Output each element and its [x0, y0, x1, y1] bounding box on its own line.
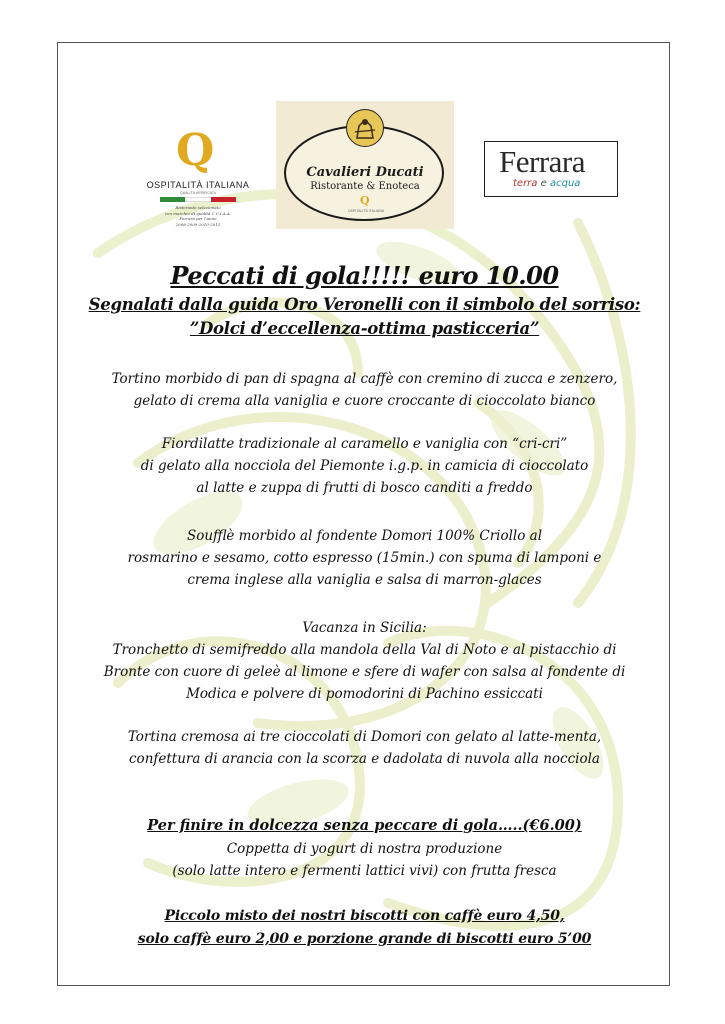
ferrara-tagline: terra e acqua — [513, 178, 581, 189]
dish-item: Tortina cremosa ai tre cioccolati di Domori con gelato al latte-menta, confettura di arancia con la scorza e dadolata di nuvola alla nocciola — [127, 729, 602, 767]
dish-item: Vacanza in Sicilia: Tronchetto di semifreddo alla mandola della Val di Noto e al pistacchio di Bronte con cuore di geleè al limone e sfere di wafer con salsa al fondente di Modica e polvere di pomodorini di Pachino essiccati — [103, 620, 626, 702]
dish-item: Fiordilatte tradizionale al caramello e vaniglia con “cri-cri” di gelato alla nocciola del Piemonte i.g.p. in camicia di cioccolato al latte e zuppa di frutti di bosco canditi a freddo — [140, 436, 589, 496]
ferrara-word: Ferrara — [499, 144, 585, 179]
cavalieri-subtitle: Ristorante & Enoteca — [310, 181, 420, 192]
ferrara-logo — [484, 141, 618, 197]
dish-item: Tortino morbido di pan di spagna al caffè con cremino di zucca e zenzero, gelato di crema alla vaniglia e cuore croccante di cioccolato bianco — [111, 371, 618, 409]
flag-white — [185, 197, 210, 202]
ospitalita-subtitle: QUALITÀ VERIFICATA — [179, 191, 217, 195]
menu-page — [57, 42, 670, 986]
subtitle-guide: Segnalati dalla guida Oro Veronelli con il simbolo del sorriso: — [88, 295, 641, 314]
cavalieri-ducati-logo — [276, 101, 454, 229]
finale-line: (solo latte intero e fermenti lattici vivi) con frutta fresca — [172, 863, 557, 879]
closing-line: solo caffè euro 2,00 e porzione grande di biscotti euro 5’00 — [137, 931, 592, 947]
flag-green — [160, 197, 185, 202]
ospitalita-title: OSPITALITÀ ITALIANA — [146, 180, 250, 190]
closing-line: Piccolo misto dei nostri biscotti con caffè euro 4,50, — [164, 908, 565, 924]
finale-heading: Per finire in dolcezza senza peccare di gola…..(€6.00) — [147, 817, 582, 834]
subtitle-quote: ”Dolci d’eccellenza-ottima pasticceria” — [189, 319, 540, 338]
flag-red — [211, 197, 236, 202]
page-title: Peccati di gola!!!!! euro 10.00 — [170, 261, 559, 290]
cavalieri-tiny-text: OSPITALITÀ ITALIANA — [347, 209, 385, 213]
cavalieri-q-icon: Q — [360, 194, 370, 207]
knight-figure-icon — [347, 110, 383, 146]
q-mark-icon: Q — [176, 125, 215, 176]
finale-line: Coppetta di yogurt di nostra produzione — [226, 841, 503, 857]
logo-row — [58, 101, 670, 231]
ospitalita-italiana-logo — [138, 123, 258, 229]
ospitalita-note: Ristorante selezionato con marchio di qualità C.C.I.A.A. Ferrara per l'anno 2008-2009-2010-2011 — [164, 205, 232, 227]
cavalieri-name: Cavalieri Ducati — [306, 165, 424, 180]
italian-flag-stripe — [160, 197, 236, 202]
dish-item: Soufflè morbido al fondente Domori 100% Criollo al rosmarino e sesamo, cotto espresso (15min.) con spuma di lamponi e crema inglese alla vaniglia e salsa di marron-glaces — [127, 528, 602, 588]
knight-emblem-icon — [346, 109, 384, 147]
